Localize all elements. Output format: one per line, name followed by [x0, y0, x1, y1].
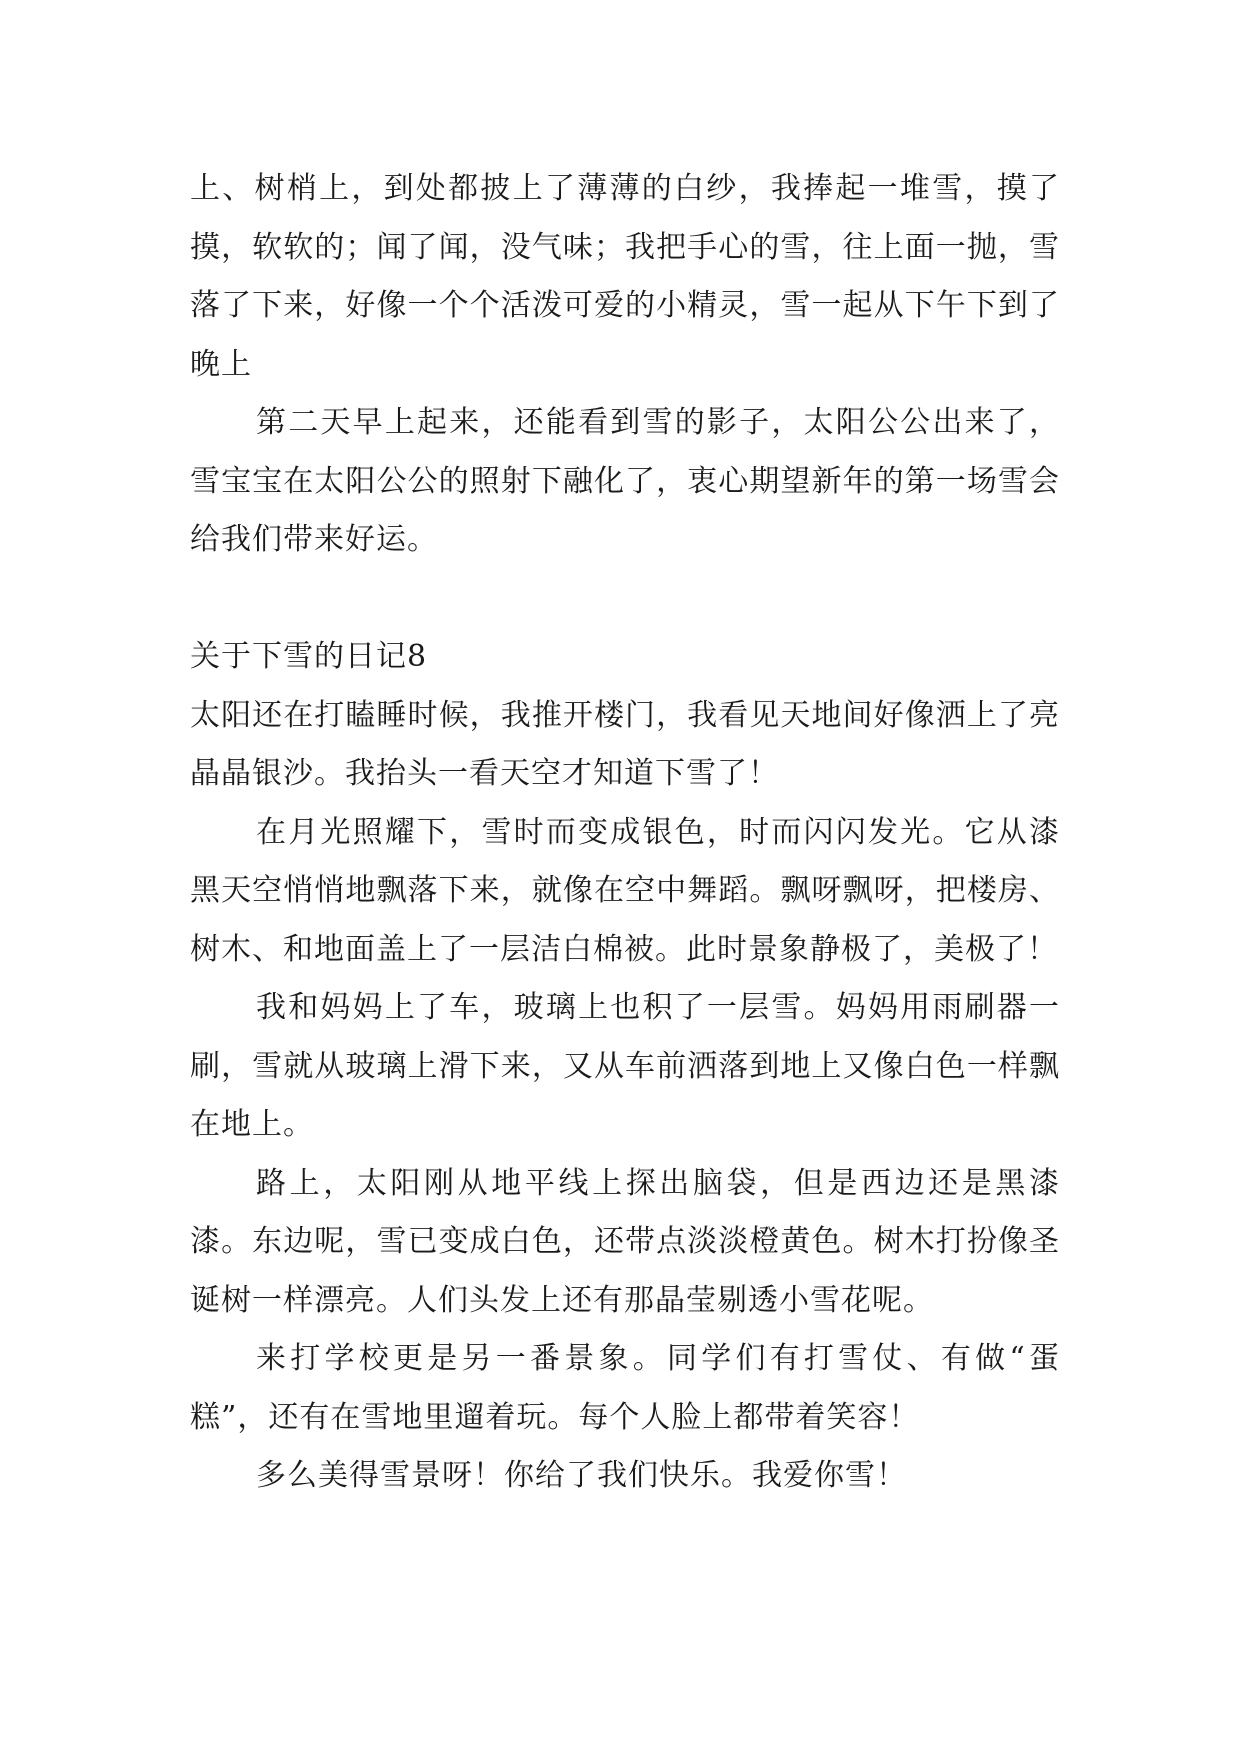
section-gap — [190, 570, 1060, 629]
paragraph: 在月光照耀下，雪时而变成银色，时而闪闪发光。它从漆黑天空悄悄地飘落下来，就像在空中舞蹈。飘呀飘呀，把楼房、树木、和地面盖上了一层洁白棉被。此时景象静极了，美极了！ — [190, 814, 1060, 967]
document-body — [190, 160, 1060, 1506]
paragraph: 第二天早上起来，还能看到雪的影子，太阳公公出来了，雪宝宝在太阳公公的照射下融化了，衷心期望新年的第一场雪会给我们带来好运。 — [190, 405, 1060, 557]
paragraph: 我和妈妈上了车，玻璃上也积了一层雪。妈妈用雨刷器一刷，雪就从玻璃上滑下来，又从车前洒落到地上又像白色一样飘在地上。 — [190, 990, 1060, 1142]
paragraph: 路上，太阳刚从地平线上探出脑袋，但是西边还是黑漆漆。东边呢，雪已变成白色，还带点淡淡橙黄色。树木打扮像圣诞树一样漂亮。人们头发上还有那晶莹剔透小雪花呢。 — [190, 1165, 1060, 1318]
paragraph: 上、树梢上，到处都披上了薄薄的白纱，我捧起一堆雪，摸了摸，软软的；闻了闻，没气味；我把手心的雪，往上面一抛，雪落了下来，好像一个个活泼可爱的小精灵，雪一起从下午下到了晚上 — [190, 171, 1060, 382]
paragraph: 来打学校更是另一番景象。同学们有打雪仗、有做“蛋糕”，还有在雪地里遛着玩。每个人脸上都带着笑容！ — [190, 1341, 1060, 1435]
paragraph: 多么美得雪景呀！你给了我们快乐。我爱你雪！ — [256, 1458, 907, 1493]
paragraph: 太阳还在打瞌睡时候，我推开楼门，我看见天地间好像洒上了亮晶晶银沙。我抬头一看天空才知道下雪了！ — [190, 697, 1060, 791]
section-heading: 关于下雪的日记8 — [190, 639, 428, 674]
